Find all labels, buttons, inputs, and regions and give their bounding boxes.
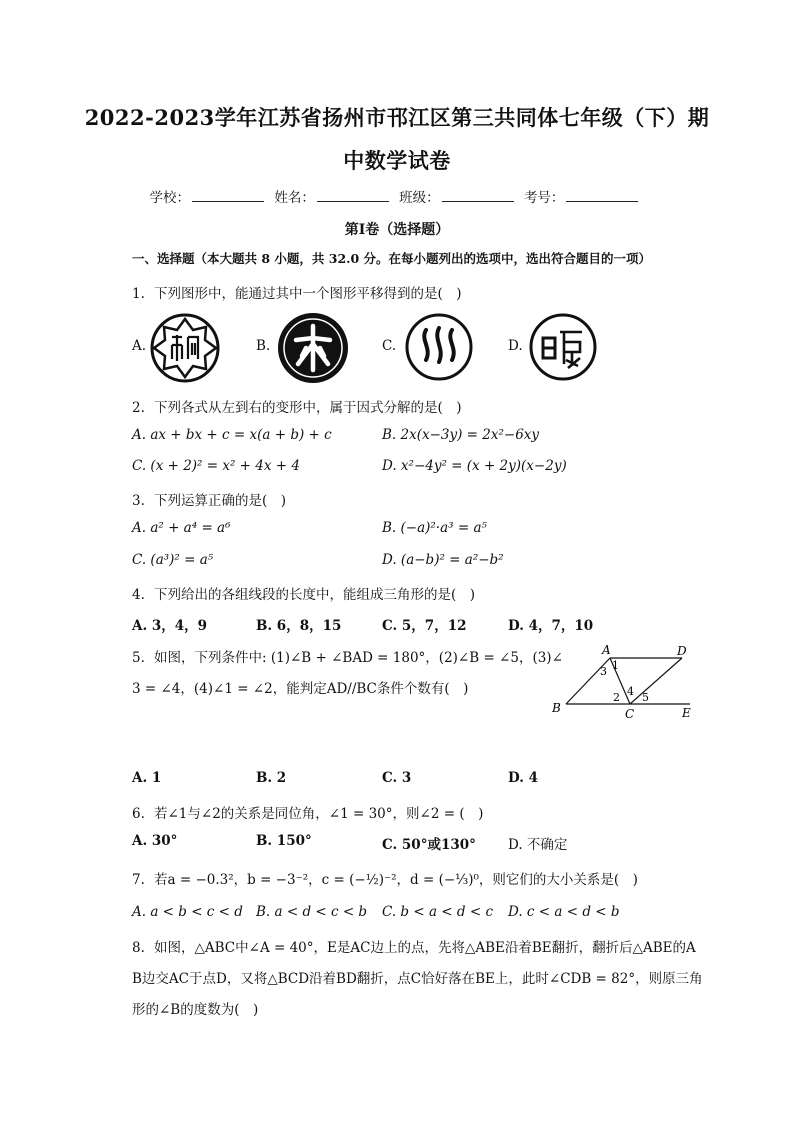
q4-option-c: C. 5，7，12: [382, 618, 467, 634]
peking-university-emblem-icon: [276, 312, 350, 384]
name-blank[interactable]: [317, 189, 389, 202]
question-text: 若a = −0.3²，b = −3⁻²，c = (−½)⁻²，d = (−⅓)⁰，则它们的大小关系是( ): [154, 872, 638, 888]
question-3: [132, 489, 286, 509]
question-number: 1.: [132, 286, 145, 302]
school-label: 学校：: [149, 190, 191, 206]
q3-option-a: A. a² + a⁴ = a⁶: [132, 520, 231, 536]
question-text: 下列各式从左到右的变形中，属于因式分解的是( ): [154, 400, 462, 416]
question-1: [132, 282, 462, 302]
question-number: 5.: [132, 650, 145, 666]
exam-title-line2: 中数学试卷: [343, 148, 451, 173]
seal-glyph-icon: [528, 312, 598, 382]
q3-option-b: B. (−a)²·a³ = a⁵: [382, 520, 487, 536]
section-title: 第Ⅰ卷（选择题）: [344, 222, 450, 238]
class-blank[interactable]: [442, 189, 514, 202]
question-text: 下列给出的各组线段的长度中，能组成三角形的是( ): [154, 587, 476, 603]
angle-4-label: 4: [627, 685, 634, 698]
seal-wave-icon: [404, 312, 474, 382]
point-a-label: A: [602, 643, 611, 657]
question-8-line1: [132, 936, 696, 956]
q2-option-d: D. x²−4y² = (x + 2y)(x−2y): [382, 458, 567, 474]
student-info-fields: [0, 186, 794, 206]
q6-option-a: A. 30°: [132, 833, 178, 849]
point-c-label: C: [625, 707, 635, 721]
question-2: [132, 396, 462, 416]
angle-5-label: 5: [642, 691, 649, 704]
school-blank[interactable]: [192, 189, 264, 202]
q3-option-c: C. (a³)² = a⁵: [132, 552, 214, 568]
question-number: 7.: [132, 872, 145, 888]
q2-option-b: B. 2x(x−3y) = 2x²−6xy: [382, 427, 540, 443]
q6-option-d: D. 不确定: [508, 837, 568, 853]
q6-option-b: B. 150°: [256, 833, 312, 849]
question-text: 如图，△ABC中∠A = 40°，E是AC边上的点，先将△ABE沿着BE翻折，翻折后△ABE的A: [154, 940, 696, 956]
question-8-line3: 形的∠B的度数为( ): [132, 1002, 259, 1018]
q1-option-d-label: D.: [508, 338, 523, 354]
question-number: 4.: [132, 587, 145, 603]
exam-no-blank[interactable]: [566, 189, 638, 202]
nankai-seal-icon: [148, 313, 222, 383]
question-text: 下列运算正确的是( ): [154, 493, 287, 509]
q1-option-b-label: B.: [256, 338, 271, 354]
q6-option-c: C. 50°或130°: [382, 837, 476, 853]
angle-2-label: 2: [613, 691, 620, 704]
q2-option-a: A. ax + bx + c = x(a + b) + c: [132, 427, 332, 443]
parallel-lines-figure: [546, 640, 698, 722]
name-label: 姓名：: [274, 190, 315, 206]
question-number: 6.: [132, 806, 145, 822]
question-8-line2: B边交AC于点D，又将△BCD沿着BD翻折，点C恰好落在BE上，此时∠CDB = 82°，则原三角: [132, 971, 703, 987]
q5-option-a: A. 1: [132, 770, 162, 786]
question-number: 3.: [132, 493, 145, 509]
question-5-line2: 3 = ∠4，(4)∠1 = ∠2，能判定AD//BC条件个数有( ): [132, 681, 469, 697]
question-4: [132, 583, 475, 603]
q2-option-c: C. (x + 2)² = x² + 4x + 4: [132, 458, 300, 474]
question-text: 如图，下列条件中: (1)∠B + ∠BAD = 180°，(2)∠B = ∠5，(3)∠: [154, 650, 563, 666]
question-number: 2.: [132, 400, 145, 416]
class-label: 班级：: [399, 190, 440, 206]
point-e-label: E: [682, 706, 691, 720]
q5-option-d: D. 4: [508, 770, 539, 786]
question-5-line1: [132, 646, 563, 666]
question-7: [132, 868, 638, 888]
exam-title-line1: 2022-2023学年江苏省扬州市邗江区第三共同体七年级（下）期: [84, 105, 710, 130]
q1-option-a-label: A.: [132, 338, 147, 354]
q4-option-b: B. 6，8，15: [256, 618, 342, 634]
q7-option-c: C. b < a < d < c: [382, 904, 494, 920]
point-d-label: D: [677, 644, 687, 658]
q4-option-a: A. 3，4，9: [132, 618, 208, 634]
q7-option-a: A. a < b < c < d: [132, 904, 243, 920]
section-instructions: 一、选择题（本大题共 8 小题，共 32.0 分。在每小题列出的选项中，选出符合题目的一项）: [132, 251, 652, 266]
q1-option-c-label: C.: [382, 338, 397, 354]
angle-3-label: 3: [600, 665, 607, 678]
q4-option-d: D. 4，7，10: [508, 618, 594, 634]
point-b-label: B: [552, 701, 561, 715]
angle-1-label: 1: [612, 659, 619, 672]
question-text: 下列图形中，能通过其中一个图形平移得到的是( ): [154, 286, 462, 302]
q7-option-d: D. c < a < d < b: [508, 904, 620, 920]
question-6: [132, 802, 483, 822]
q5-option-b: B. 2: [256, 770, 287, 786]
q3-option-d: D. (a−b)² = a²−b²: [382, 552, 504, 568]
q5-option-c: C. 3: [382, 770, 412, 786]
exam-no-label: 考号：: [523, 190, 565, 206]
question-number: 8.: [132, 940, 145, 956]
q7-option-b: B. a < d < c < b: [256, 904, 368, 920]
question-text: 若∠1与∠2的关系是同位角，∠1 = 30°，则∠2 = ( ): [154, 806, 484, 822]
